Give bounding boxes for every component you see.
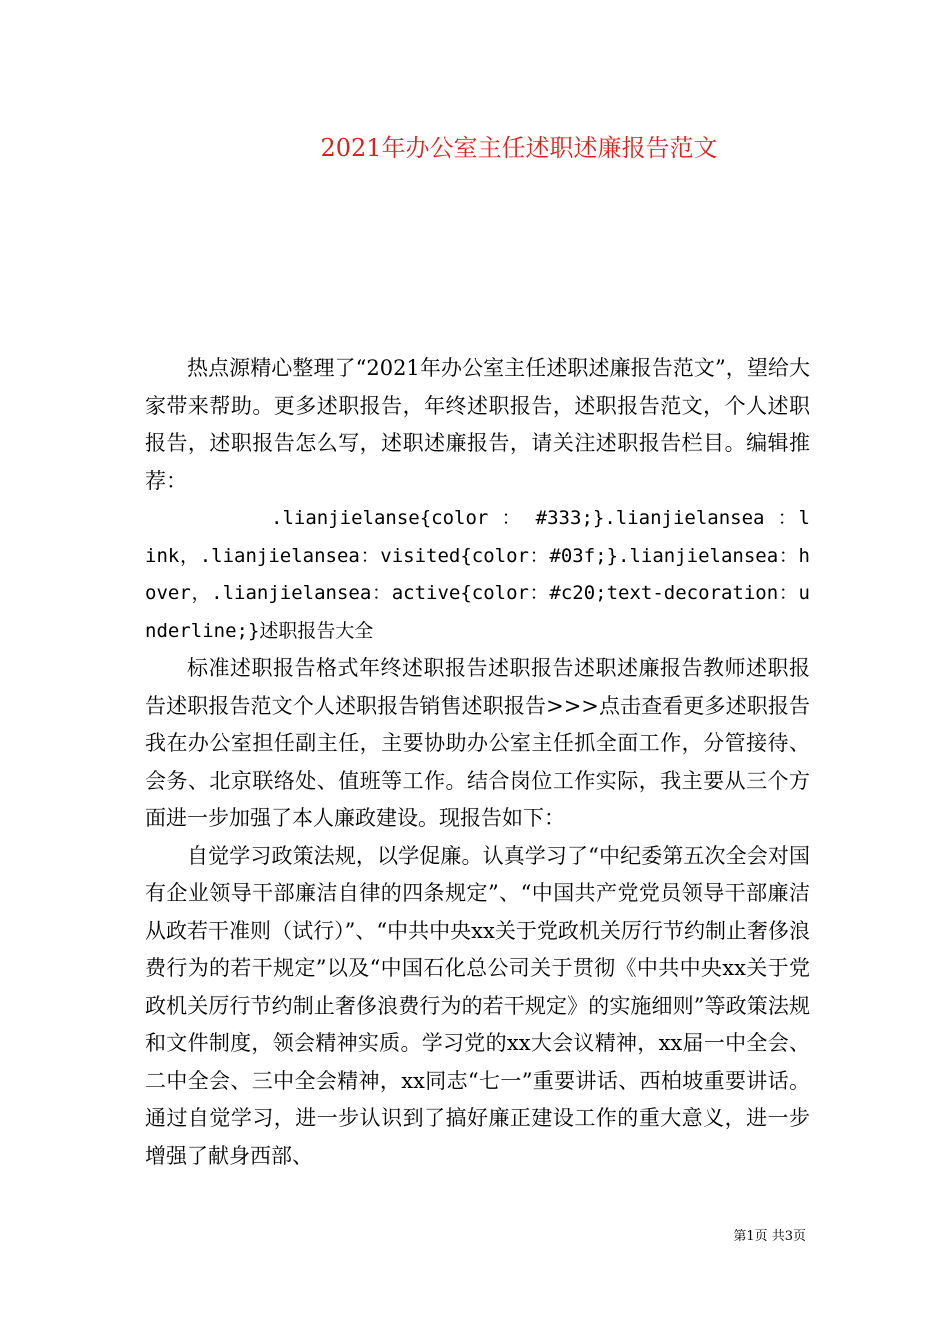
paragraph-study-policy: 自觉学习政策法规，以学促廉。认真学习了“中纪委第五次全会对国有企业领导干部廉洁自律的四条规定”、“中国共产党党员领导干部廉洁从政若干准则（试行）”、“中共中央xx关于党政机关厉行节约制止奢侈浪费行为的若干规定”以及“中国石化总公司关于贯彻《中共中央xx关于党政机关厉行节约制止奢侈浪费行为的若干规定》的实施细则”等政策法规和文件制度，领会精神实质。学习党的xx大会议精神，xx届一中全会、二中全会、三中全会精神，xx同志“七一”重要讲话、西柏坡重要讲话。通过自觉学习，进一步认识到了搞好廉正建设工作的重大意义，进一步增强了献身西部、 bbox=[145, 843, 810, 1168]
page-number-footer: 第1页 共3页 bbox=[733, 1229, 806, 1244]
paragraph-css-code: .lianjielanse{color ： #333;}.lianjielansea ：link，.lianjielansea：visited{color：#03f;}.lianjielansea：hover，.lianjielansea：active{color：#c20;text-decoration：underline;}述职报告大全 bbox=[145, 507, 810, 642]
paragraph-intro: 热点源精心整理了“2021年办公室主任述职述廉报告范文”，望给大家带来帮助。更多述职报告，年终述职报告，述职报告范文，个人述职报告，述职报告怎么写，述职述廉报告，请关注述职报告栏目。编辑推荐： bbox=[145, 356, 810, 493]
document-title: 2021年办公室主任述职述廉报告范文 bbox=[320, 134, 718, 162]
paragraph-recommendation: 标准述职报告格式年终述职报告述职报告述职述廉报告教师述职报告述职报告范文个人述职报告销售述职报告>>>点击查看更多述职报告我在办公室担任副主任，主要协助办公室主任抓全面工作，分管接待、会务、北京联络处、值班等工作。结合岗位工作实际，我主要从三个方面进一步加强了本人廉政建设。现报告如下： bbox=[145, 656, 810, 830]
document-body bbox=[145, 350, 810, 1175]
